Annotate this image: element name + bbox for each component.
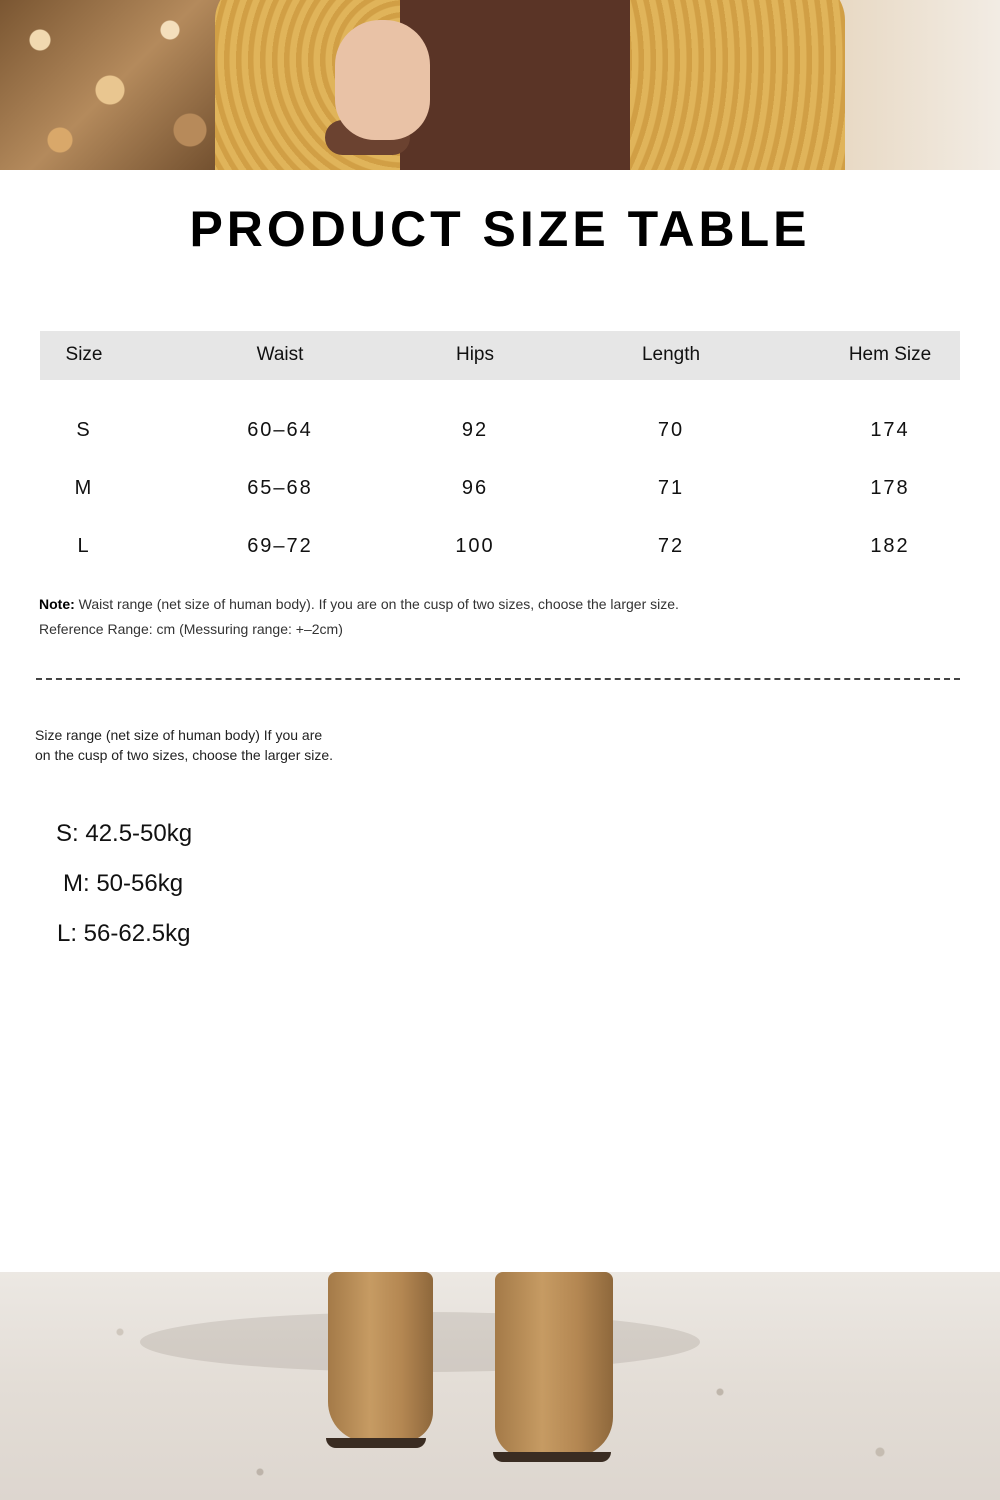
- size-note: [39, 596, 679, 612]
- row-s-hem: 174: [870, 419, 910, 441]
- reference-range: Reference Range: cm (Messuring range: +–2cm): [39, 621, 343, 637]
- row-l-length: 72: [657, 535, 685, 557]
- header-length: Length: [641, 344, 701, 365]
- brown-sweater: [400, 0, 630, 170]
- row-l-waist: 69–72: [247, 535, 313, 557]
- dashed-divider: [36, 678, 960, 680]
- header-hips: Hips: [455, 344, 494, 365]
- row-m-length: 71: [657, 477, 685, 499]
- note-label: Note:: [39, 596, 75, 612]
- size-range-line-1: Size range (net size of human body) If you are: [35, 727, 323, 743]
- row-s-waist: 60–64: [247, 419, 313, 441]
- header-hem-size: Hem Size: [848, 344, 932, 365]
- row-m-hem: 178: [870, 477, 910, 499]
- bottom-product-photo: [0, 1272, 1000, 1500]
- left-boot-sole: [326, 1438, 426, 1448]
- model-hand: [335, 20, 430, 140]
- size-range-text: [35, 725, 333, 765]
- row-m-waist: 65–68: [247, 477, 313, 499]
- foliage-background: [0, 0, 230, 170]
- row-s-size: S: [76, 419, 92, 441]
- weight-s: S: 42.5-50kg: [56, 820, 193, 847]
- row-l-size: L: [77, 535, 91, 557]
- page-title: PRODUCT SIZE TABLE: [189, 201, 811, 257]
- row-l-hips: 100: [455, 535, 495, 557]
- top-product-photo: [0, 0, 1000, 170]
- right-boot-sole: [493, 1452, 611, 1462]
- weight-l: L: 56-62.5kg: [57, 920, 191, 947]
- header-waist: Waist: [256, 344, 304, 365]
- right-boot: [495, 1272, 613, 1457]
- weight-m: M: 50-56kg: [63, 870, 184, 897]
- row-s-hips: 92: [461, 419, 489, 441]
- header-size: Size: [65, 344, 103, 365]
- row-m-hips: 96: [461, 477, 489, 499]
- row-s-length: 70: [657, 419, 685, 441]
- row-m-size: M: [74, 477, 94, 499]
- left-boot: [328, 1272, 433, 1442]
- note-text: Waist range (net size of human body). If you are on the cusp of two sizes, choose the larger size.: [74, 596, 679, 612]
- row-l-hem: 182: [870, 535, 910, 557]
- size-range-line-2: on the cusp of two sizes, choose the larger size.: [35, 747, 334, 763]
